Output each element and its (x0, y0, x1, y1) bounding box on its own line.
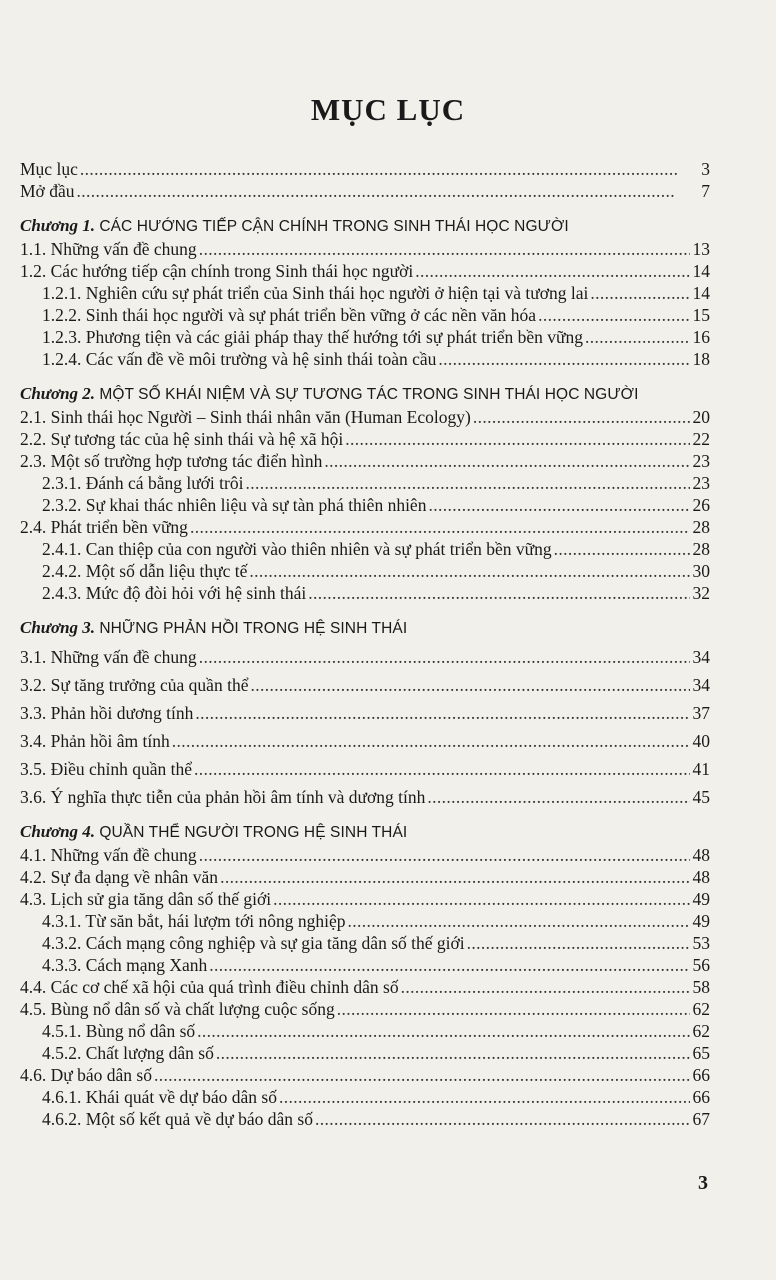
toc-entry-text: 4.6.1. Khái quát về dự báo dân số (42, 1087, 277, 1107)
chapter-heading[interactable] (20, 820, 710, 844)
toc-entry-page: 13 (692, 239, 710, 259)
toc-entry[interactable] (20, 326, 710, 348)
toc-entry[interactable] (20, 1042, 710, 1064)
toc-entry-text: 4.5. Bùng nổ dân số và chất lượng cuộc sống (20, 999, 335, 1019)
toc-entry[interactable] (20, 348, 710, 370)
dot-leader (348, 910, 690, 932)
toc-entry[interactable] (20, 238, 710, 260)
toc-entry-text: 4.2. Sự đa dạng về nhân văn (20, 867, 219, 887)
toc-entry[interactable] (20, 954, 710, 976)
toc-entry-text: 3.1. Những vấn đề chung (20, 647, 197, 667)
toc-entry-page: 62 (692, 1021, 710, 1041)
toc-entry[interactable] (20, 866, 710, 888)
dot-leader (273, 888, 690, 910)
toc-entry-page: 62 (692, 999, 710, 1019)
dot-leader (194, 758, 690, 780)
toc-entry-page: 23 (692, 473, 710, 493)
page-number: 3 (698, 1172, 708, 1194)
toc-entry[interactable] (20, 932, 710, 954)
toc-entry-text: 4.4. Các cơ chế xã hội của quá trình điều chỉnh dân số (20, 977, 399, 997)
toc-entry-text: 2.4.3. Mức độ đòi hỏi với hệ sinh thái (42, 583, 307, 603)
toc-entry[interactable] (20, 282, 710, 304)
toc-entry-text: 1.1. Những vấn đề chung (20, 239, 197, 259)
toc-entry-text: 2.1. Sinh thái học Người – Sinh thái nhân văn (Human Ecology) (20, 407, 471, 427)
toc-entry[interactable] (20, 472, 710, 494)
toc-entry[interactable] (20, 538, 710, 560)
toc-entry-page: 34 (692, 647, 710, 667)
chapter-title: QUẦN THỂ NGƯỜI TRONG HỆ SINH THÁI (99, 824, 408, 841)
chapter-title: NHỮNG PHẢN HỒI TRONG HỆ SINH THÁI (99, 620, 408, 637)
toc-entry-text: 3.6. Ý nghĩa thực tiễn của phản hồi âm tính và dương tính (20, 787, 426, 807)
toc-entry-text: 3.2. Sự tăng trưởng của quần thể (20, 675, 249, 695)
dot-leader (249, 560, 690, 582)
toc-entry-text: 3.4. Phản hồi âm tính (20, 731, 170, 751)
toc-entry-page: 23 (692, 451, 710, 471)
dot-leader (315, 1108, 690, 1130)
toc-entry-page: 48 (692, 867, 710, 887)
dot-leader (401, 976, 690, 998)
toc-entry-page: 37 (692, 703, 710, 723)
dot-leader (250, 674, 690, 696)
dot-leader (199, 646, 690, 668)
dot-leader (427, 786, 690, 808)
dot-leader (467, 932, 690, 954)
toc-entry-text: 2.2. Sự tương tác của hệ sinh thái và hệ xã hội (20, 429, 344, 449)
chapter-label: Chương 3. (20, 618, 96, 637)
dot-leader (428, 494, 690, 516)
dot-leader (199, 844, 690, 866)
toc-entry[interactable] (20, 1064, 710, 1086)
toc-entry[interactable] (20, 646, 710, 668)
dot-leader (345, 428, 690, 450)
dot-leader (279, 1086, 690, 1108)
toc-entry-text: 4.6.2. Một số kết quả về dự báo dân số (42, 1109, 313, 1129)
dot-leader (209, 954, 690, 976)
toc-entry-text: 4.5.1. Bùng nổ dân số (42, 1021, 196, 1041)
dot-leader (190, 516, 690, 538)
chapter-label: Chương 2. (20, 384, 96, 403)
toc-entry[interactable] (20, 730, 710, 752)
toc-entry-page: 18 (692, 349, 710, 369)
dot-leader (172, 730, 690, 752)
toc-entry-text: 4.3.2. Cách mạng công nghiệp và sự gia tăng dân số thế giới (42, 933, 465, 953)
toc-entry-page: 26 (692, 495, 710, 515)
dot-leader (415, 260, 690, 282)
dot-leader (154, 1064, 690, 1086)
toc-entry-text: 1.2.2. Sinh thái học người và sự phát triển bền vững ở các nền văn hóa (42, 305, 537, 325)
toc-entry[interactable] (20, 406, 710, 428)
chapter-title: CÁC HƯỚNG TIẾP CẬN CHÍNH TRONG SINH THÁI HỌC NGƯỜI (99, 218, 569, 235)
toc-entry-page: 53 (692, 933, 710, 953)
toc-entry-text: 4.3. Lịch sử gia tăng dân số thế giới (20, 889, 272, 909)
toc-entry-page: 41 (692, 759, 710, 779)
toc-entry-page: 48 (692, 845, 710, 865)
chapter-heading[interactable] (20, 382, 710, 406)
toc-entry[interactable] (20, 702, 710, 724)
toc-entry-page: 66 (692, 1065, 710, 1085)
dot-leader (199, 238, 690, 260)
toc-entry-text: 3.3. Phản hồi dương tính (20, 703, 194, 723)
toc-entry-text: Mục lục (20, 159, 78, 179)
toc-entry[interactable] (20, 910, 710, 932)
toc-entry-text: 2.4.1. Can thiệp của con người vào thiên nhiên và sự phát triển bền vững (42, 539, 552, 559)
dot-leader (76, 180, 690, 202)
toc-entry[interactable] (20, 428, 710, 450)
toc-entry-text: 1.2. Các hướng tiếp cận chính trong Sinh thái học người (20, 261, 414, 281)
toc-entry[interactable] (20, 976, 710, 998)
toc-entry-page: 28 (692, 517, 710, 537)
chapter-label: Chương 1. (20, 216, 96, 235)
toc-entry-page: 15 (692, 305, 710, 325)
dot-leader (195, 702, 690, 724)
dot-leader (324, 450, 690, 472)
dot-leader (80, 158, 690, 180)
toc-entry-page: 34 (692, 675, 710, 695)
dot-leader (308, 582, 690, 604)
dot-leader (473, 406, 690, 428)
toc-entry-text: 1.2.4. Các vấn đề về môi trường và hệ sinh thái toàn cầu (42, 349, 437, 369)
dot-leader (554, 538, 690, 560)
toc-entry-text: 1.2.1. Nghiên cứu sự phát triển của Sinh thái học người ở hiện tại và tương lai (42, 283, 589, 303)
table-of-contents (20, 158, 710, 1130)
toc-entry-text: 4.5.2. Chất lượng dân số (42, 1043, 214, 1063)
toc-entry[interactable] (20, 494, 710, 516)
toc-entry-page: 65 (692, 1043, 710, 1063)
chapter-title: MỘT SỐ KHÁI NIỆM VÀ SỰ TƯƠNG TÁC TRONG SINH THÁI HỌC NGƯỜI (99, 386, 639, 403)
toc-entry-page: 14 (692, 283, 710, 303)
toc-entry-page: 40 (692, 731, 710, 751)
dot-leader (197, 1020, 690, 1042)
toc-entry[interactable] (20, 888, 710, 910)
toc-entry[interactable] (20, 786, 710, 808)
toc-entry-text: 1.2.3. Phương tiện và các giải pháp thay thế hướng tới sự phát triển bền vững (42, 327, 584, 347)
dot-leader (220, 866, 690, 888)
chapter-heading[interactable] (20, 214, 710, 238)
toc-entry-page: 14 (692, 261, 710, 281)
toc-entry[interactable] (20, 516, 710, 538)
toc-entry-text: 2.4.2. Một số dẫn liệu thực tế (42, 561, 248, 581)
toc-entry[interactable] (20, 180, 710, 202)
toc-entry[interactable] (20, 304, 710, 326)
dot-leader (538, 304, 690, 326)
chapter-label: Chương 4. (20, 822, 96, 841)
toc-entry[interactable] (20, 1086, 710, 1108)
toc-entry-text: 4.3.3. Cách mạng Xanh (42, 955, 208, 975)
toc-entry[interactable] (20, 998, 710, 1020)
toc-entry-page: 32 (692, 583, 710, 603)
toc-entry[interactable] (20, 1108, 710, 1130)
toc-entry-text: 2.4. Phát triển bền vững (20, 517, 188, 537)
toc-entry-text: 4.6. Dự báo dân số (20, 1065, 152, 1085)
toc-entry[interactable] (20, 844, 710, 866)
toc-entry-page: 7 (701, 181, 710, 201)
toc-entry-page: 67 (692, 1109, 710, 1129)
toc-entry[interactable] (20, 158, 710, 180)
toc-entry-page: 20 (692, 407, 710, 427)
toc-entry[interactable] (20, 450, 710, 472)
dot-leader (337, 998, 690, 1020)
toc-entry-page: 49 (692, 889, 710, 909)
toc-entry-text: 2.3.2. Sự khai thác nhiên liệu và sự tàn phá thiên nhiên (42, 495, 427, 515)
toc-entry[interactable] (20, 582, 710, 604)
toc-entry-page: 45 (692, 787, 710, 807)
toc-entry-text: 4.3.1. Từ săn bắt, hái lượm tới nông nghiệp (42, 911, 346, 931)
toc-entry-page: 3 (701, 159, 710, 179)
toc-entry-page: 56 (692, 955, 710, 975)
toc-entry[interactable] (20, 758, 710, 780)
dot-leader (438, 348, 690, 370)
toc-entry-page: 16 (692, 327, 710, 347)
toc-entry-text: Mở đầu (20, 181, 75, 201)
toc-entry-page: 28 (692, 539, 710, 559)
toc-entry[interactable] (20, 260, 710, 282)
toc-entry-page: 30 (692, 561, 710, 581)
toc-entry[interactable] (20, 674, 710, 696)
toc-entry-page: 66 (692, 1087, 710, 1107)
dot-leader (590, 282, 690, 304)
dot-leader (245, 472, 690, 494)
dot-leader (216, 1042, 690, 1064)
toc-entry[interactable] (20, 560, 710, 582)
toc-entry-text: 4.1. Những vấn đề chung (20, 845, 197, 865)
toc-entry-text: 3.5. Điều chỉnh quần thể (20, 759, 193, 779)
toc-entry-text: 2.3. Một số trường hợp tương tác điển hình (20, 451, 323, 471)
toc-entry-page: 58 (692, 977, 710, 997)
toc-entry-page: 22 (692, 429, 710, 449)
toc-entry[interactable] (20, 1020, 710, 1042)
chapter-heading[interactable] (20, 616, 710, 640)
toc-entry-page: 49 (692, 911, 710, 931)
dot-leader (585, 326, 690, 348)
page-title: MỤC LỤC (310, 92, 466, 127)
toc-entry-text: 2.3.1. Đánh cá bằng lưới trôi (42, 473, 244, 493)
